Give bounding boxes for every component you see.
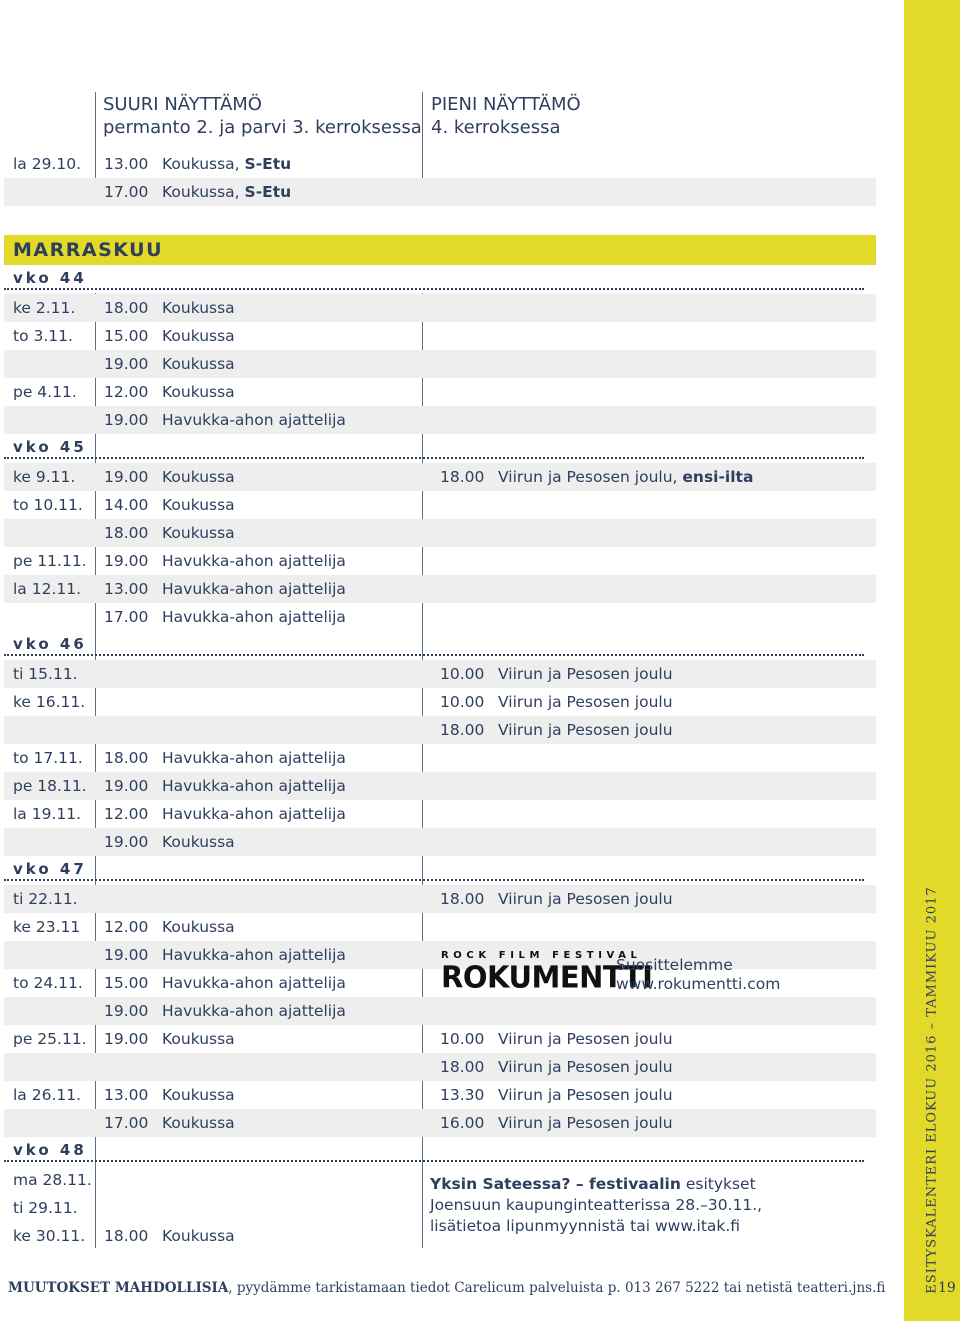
suuri-event: Koukussa [162,1030,235,1048]
row-date: pe 11.11. [13,552,87,570]
suuri-event: Havukka-ahon ajattelija [162,777,346,795]
suuri-time: 18.00 [104,299,149,317]
row-date: to 24.11. [13,974,83,992]
week-heading: vko 44 [4,268,864,290]
pieni-event: Viirun ja Pesosen joulu [498,721,673,739]
suuri-time: 17.00 [104,1114,149,1132]
suuri-time: 14.00 [104,496,149,514]
suuri-time: 15.00 [104,974,149,992]
row-date: ma 28.11. [13,1171,92,1189]
row-date: la 29.10. [13,155,82,173]
pieni-time: 18.00 [440,468,485,486]
suuri-time: 17.00 [104,183,149,201]
schedule-row [4,603,876,631]
schedule-row [4,150,876,178]
promo-line: Suosittelemme [616,956,733,974]
week-heading: vko 47 [4,859,864,881]
month-title: MARRASKUU [13,239,164,261]
suuri-time: 19.00 [104,552,149,570]
suuri-time: 12.00 [104,805,149,823]
suuri-time: 13.00 [104,580,149,598]
logo-tagline: ROCK FILM FESTIVAL [441,950,642,961]
schedule-row [4,885,876,913]
page-number: 19 [938,1280,956,1296]
suuri-time: 12.00 [104,918,149,936]
suuri-event: Havukka-ahon ajattelija [162,974,346,992]
row-date: pe 25.11. [13,1030,87,1048]
suuri-time: 19.00 [104,833,149,851]
sidebar-label: ESITYSKALENTERI ELOKUU 2016 – TAMMIKUU 2017 [924,886,940,1294]
pieni-time: 10.00 [440,665,485,683]
suuri-time: 19.00 [104,468,149,486]
month-banner [4,235,876,265]
pieni-event: Viirun ja Pesosen joulu [498,1058,673,1076]
note-line: Joensuun kaupunginteatterissa 28.–30.11., [430,1196,763,1214]
row-date: pe 4.11. [13,383,77,401]
pieni-event: Viirun ja Pesosen joulu [498,1030,673,1048]
week-heading: vko 45 [4,437,864,459]
pieni-event: Viirun ja Pesosen joulu [498,1086,673,1104]
schedule-row [4,178,876,206]
row-date: ti 22.11. [13,890,78,908]
schedule-row [4,1081,876,1109]
row-date: ti 29.11. [13,1199,78,1217]
row-date: ke 23.11 [13,918,81,936]
suuri-event: Koukussa [162,1086,235,1104]
suuri-time: 17.00 [104,608,149,626]
suuri-time: 13.00 [104,1086,149,1104]
rokumentti-logo [441,950,653,995]
schedule-row [4,1053,876,1081]
suuri-event: Koukussa [162,327,235,345]
suuri-event: Koukussa, S-Etu [162,155,292,173]
schedule-row [4,828,876,856]
pieni-event: Viirun ja Pesosen joulu, ensi-ilta [498,468,754,486]
schedule-row [4,519,876,547]
schedule-row [4,378,876,406]
row-date: la 12.11. [13,580,82,598]
row-date: ti 15.11. [13,665,78,683]
suuri-event: Havukka-ahon ajattelija [162,805,346,823]
pieni-time: 18.00 [440,1058,485,1076]
schedule-row [4,688,876,716]
suuri-event: Havukka-ahon ajattelija [162,1002,346,1020]
suuri-event: Koukussa [162,918,235,936]
suuri-time: 19.00 [104,946,149,964]
row-date: la 26.11. [13,1086,82,1104]
pieni-time: 13.30 [440,1086,485,1104]
suuri-event: Koukussa [162,833,235,851]
suuri-event: Havukka-ahon ajattelija [162,552,346,570]
schedule-row [4,1025,876,1053]
schedule-row [4,800,876,828]
suuri-time: 13.00 [104,155,149,173]
suuri-event: Koukussa [162,1114,235,1132]
schedule-row [4,716,876,744]
pieni-title: PIENI NÄYTTÄMÖ [431,94,581,115]
row-date: la 19.11. [13,805,82,823]
schedule-row [4,1109,876,1137]
schedule-row [4,322,876,350]
pieni-event: Viirun ja Pesosen joulu [498,1114,673,1132]
schedule-row [4,913,876,941]
suuri-event: Koukussa [162,524,235,542]
schedule-row [4,547,876,575]
week-heading: vko 46 [4,634,864,656]
row-date: pe 18.11. [13,777,87,795]
pieni-time: 16.00 [440,1114,485,1132]
schedule-row [4,294,876,322]
suuri-event: Koukussa [162,299,235,317]
week-heading: vko 48 [4,1140,864,1162]
promo-text [616,956,780,994]
promo-link[interactable]: www.rokumentti.com [616,975,781,993]
schedule-row [4,744,876,772]
suuri-time: 19.00 [104,1002,149,1020]
suuri-time: 18.00 [104,1227,149,1245]
row-date: ke 9.11. [13,468,76,486]
row-date: to 10.11. [13,496,83,514]
suuri-event: Havukka-ahon ajattelija [162,749,346,767]
suuri-event: Koukussa [162,1227,235,1245]
suuri-event: Koukussa, S-Etu [162,183,292,201]
suuri-event: Koukussa [162,383,235,401]
suuri-event: Koukussa [162,355,235,373]
row-date: ke 16.11. [13,693,86,711]
schedule-row [4,350,876,378]
suuri-subtitle: permanto 2. ja parvi 3. kerroksessa [103,117,422,138]
suuri-time: 15.00 [104,327,149,345]
suuri-time: 12.00 [104,383,149,401]
suuri-header [103,93,422,139]
suuri-time: 18.00 [104,524,149,542]
pieni-time: 18.00 [440,890,485,908]
pieni-time: 10.00 [440,693,485,711]
pieni-event: Viirun ja Pesosen joulu [498,890,673,908]
footer-notice: MUUTOKSET MAHDOLLISIA, pyydämme tarkistamaan tiedot Carelicum palveluista p. 013 267 5222 tai netistä teatteri.jns.fi [8,1280,886,1296]
suuri-event: Havukka-ahon ajattelija [162,608,346,626]
pieni-header [431,93,581,139]
suuri-time: 19.00 [104,1030,149,1048]
suuri-event: Havukka-ahon ajattelija [162,946,346,964]
pieni-subtitle: 4. kerroksessa [431,117,561,138]
schedule-row [4,575,876,603]
pieni-event: Viirun ja Pesosen joulu [498,693,673,711]
logo-wordmark: ROKUMENTTI [441,959,653,995]
note-line: Yksin Sateessa? – festivaalin esitykset [430,1175,756,1193]
schedule-row [4,406,876,434]
suuri-event: Koukussa [162,468,235,486]
row-date: to 3.11. [13,327,73,345]
pieni-time: 10.00 [440,1030,485,1048]
row-date: ke 2.11. [13,299,76,317]
schedule-row [4,491,876,519]
suuri-time: 18.00 [104,749,149,767]
suuri-time: 19.00 [104,777,149,795]
suuri-title: SUURI NÄYTTÄMÖ [103,94,262,115]
suuri-time: 19.00 [104,411,149,429]
suuri-event: Koukussa [162,496,235,514]
row-date: to 17.11. [13,749,83,767]
schedule-row [4,772,876,800]
festival-note [430,1174,762,1237]
pieni-event: Viirun ja Pesosen joulu [498,665,673,683]
note-line: lisätietoa lipunmyynnistä tai www.itak.fi [430,1217,741,1235]
row-date: ke 30.11. [13,1227,86,1245]
schedule-row [4,660,876,688]
suuri-event: Havukka-ahon ajattelija [162,580,346,598]
schedule-row [4,997,876,1025]
suuri-time: 19.00 [104,355,149,373]
suuri-event: Havukka-ahon ajattelija [162,411,346,429]
pieni-time: 18.00 [440,721,485,739]
schedule-row [4,463,876,491]
